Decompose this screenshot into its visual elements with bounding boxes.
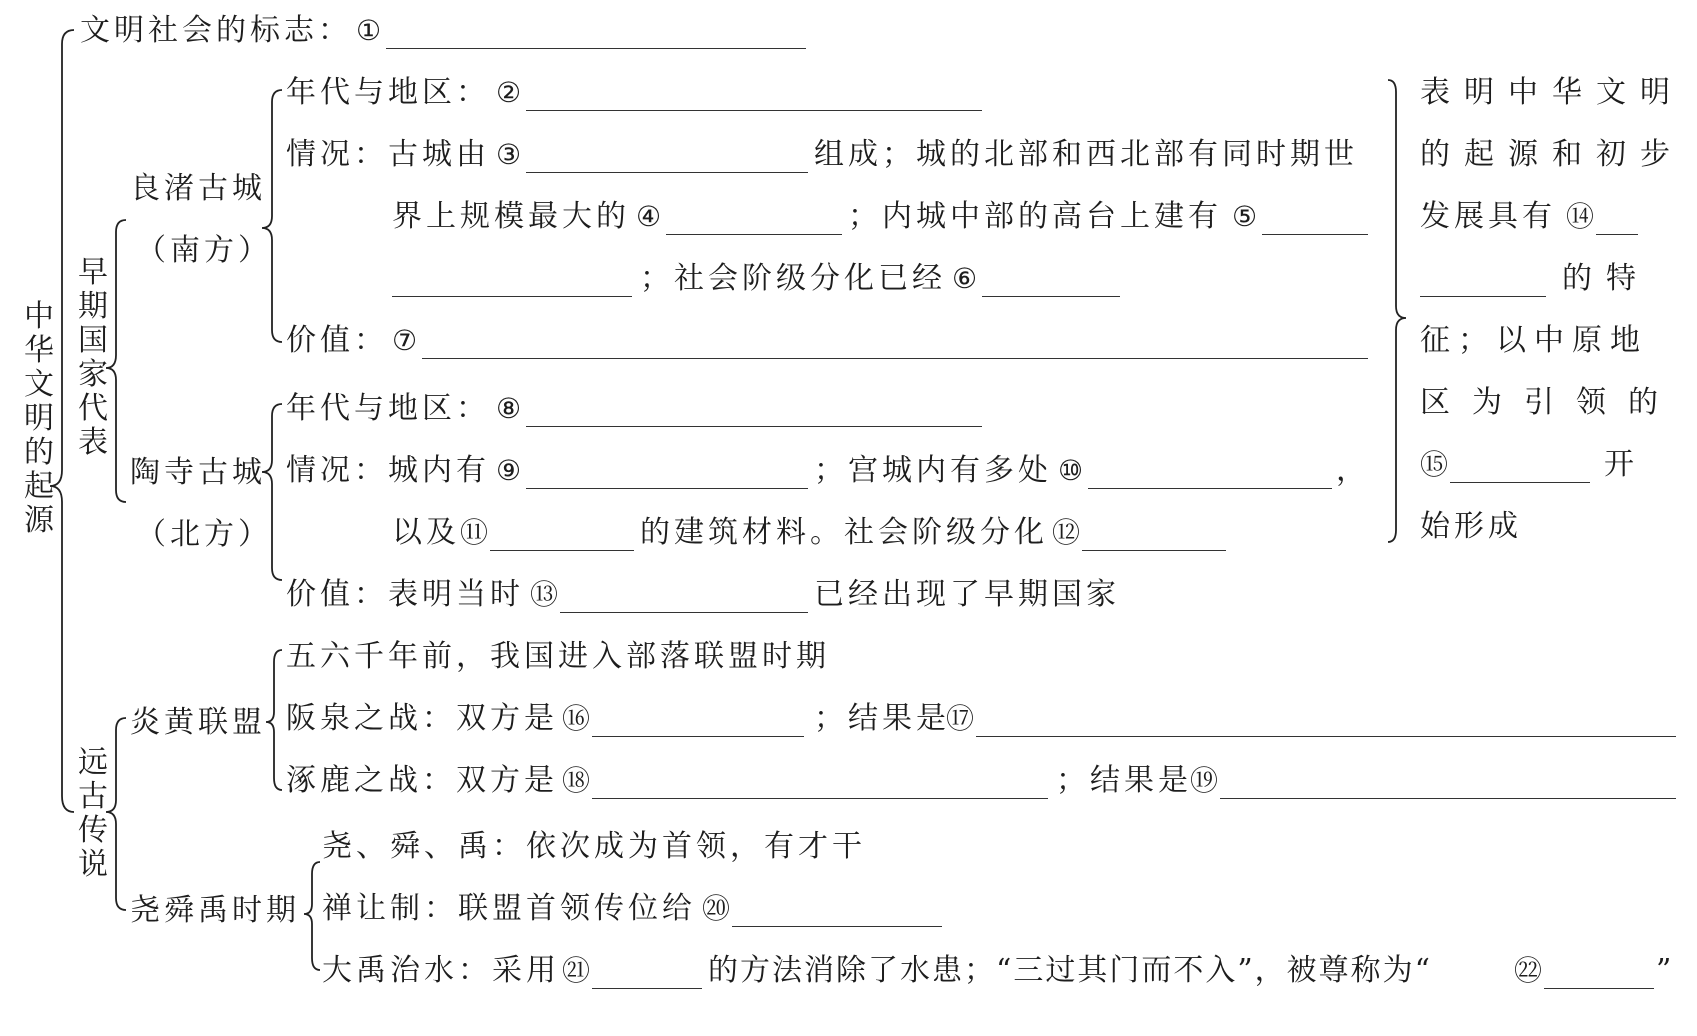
taosi-situation-e: 的建筑材料。社会阶级分化 (640, 515, 1048, 550)
answer-blank-12[interactable] (1082, 550, 1226, 551)
liangzhu-situation-d: ；内城中部的高台上建有 (848, 199, 1222, 234)
taosi-situation-a: 情况：城内有 (286, 453, 490, 488)
summary-line-6: 区为引领的 (1420, 385, 1680, 420)
yanhuang-brace (266, 650, 282, 790)
summary-line-3: 发展具有 (1420, 199, 1556, 234)
answer-blank-18[interactable] (592, 798, 1048, 799)
banquan-battle-a: 阪泉之战：双方是 (286, 701, 558, 736)
answer-blank-15[interactable] (1450, 482, 1590, 483)
banquan-battle-b: ；结果是 (814, 701, 950, 736)
taosi-value-a: 价值：表明当时 (286, 577, 524, 612)
liangzhu-region: （南方） (136, 233, 272, 268)
answer-blank-22[interactable] (1544, 988, 1654, 989)
taosi-region: （北方） (136, 517, 272, 552)
answer-blank-17[interactable] (976, 736, 1676, 737)
blank-number-12: ⑫ (1052, 516, 1081, 549)
liangzhu-era-label: 年代与地区： (286, 75, 490, 110)
liangzhu-situation-b: 组成；城的北部和西北部有同时期世 (814, 137, 1358, 172)
taosi-name: 陶寺古城 (130, 455, 266, 490)
answer-blank-1[interactable] (386, 48, 806, 49)
liangzhu-situation-a: 情况：古城由 (286, 137, 490, 172)
summary-line-1: 表明中华文明 (1420, 75, 1684, 110)
yaoshun-line-1: 尧、舜、禹：依次成为首领，有才干 (322, 829, 866, 864)
blank-number-15: ⑮ (1420, 448, 1449, 481)
liangzhu-name: 良渚古城 (130, 171, 266, 206)
answer-blank-20[interactable] (732, 926, 942, 927)
answer-blank-10[interactable] (1088, 488, 1332, 489)
blank-number-14: ⑭ (1566, 200, 1595, 233)
answer-blank-14-cont[interactable] (1420, 296, 1546, 297)
flood-control-a: 大禹治水：采用 (322, 953, 560, 988)
zhuolu-battle-a: 涿鹿之战：双方是 (286, 763, 558, 798)
answer-blank-11[interactable] (490, 550, 634, 551)
taosi-value-b: 已经出现了早期国家 (814, 577, 1120, 612)
early-state-label: 早期国家代表 (78, 255, 108, 460)
blank-number-8: ⑧ (496, 392, 522, 425)
answer-blank-14[interactable] (1596, 234, 1638, 235)
zhuolu-battle-b: ；结果是 (1056, 763, 1192, 798)
blank-number-17: ⑰ (946, 702, 975, 735)
answer-blank-21[interactable] (592, 988, 702, 989)
liangzhu-situation-c: 界上规模最大的 (392, 199, 630, 234)
blank-number-21: ㉑ (562, 954, 591, 987)
liangzhu-situation-e: ；社会阶级分化已经 (640, 261, 946, 296)
blank-number-22: ㉒ (1514, 954, 1543, 987)
flood-control-b: 的方法消除了水患；“三过其门而不入”，被尊称为“ (708, 953, 1433, 988)
taosi-situation-b: ；宫城内有多处 (814, 453, 1052, 488)
summary-line-2: 的起源和初步 (1420, 137, 1684, 172)
blank-number-11: ⑪ (460, 516, 489, 549)
flood-control-c: ” (1656, 953, 1676, 988)
liangzhu-brace (262, 90, 282, 342)
blank-number-20: ⑳ (702, 892, 731, 925)
summary-brace (1388, 80, 1406, 542)
blank-number-1: ① (356, 14, 382, 47)
root-title: 中华文明的起源 (24, 299, 54, 538)
legend-label: 远古传说 (78, 745, 108, 882)
blank-number-3: ③ (496, 138, 522, 171)
answer-blank-13[interactable] (560, 612, 808, 613)
abdication-line: 禅让制：联盟首领传位给 (322, 891, 696, 926)
answer-blank-5[interactable] (1262, 234, 1368, 235)
answer-blank-9[interactable] (526, 488, 808, 489)
answer-blank-16[interactable] (592, 736, 804, 737)
answer-blank-8[interactable] (526, 426, 982, 427)
answer-blank-6[interactable] (982, 296, 1120, 297)
blank-number-10: ⑩ (1058, 454, 1084, 487)
blank-number-16: ⑯ (562, 702, 591, 735)
blank-number-2: ② (496, 76, 522, 109)
summary-line-8: 始形成 (1420, 509, 1522, 544)
blank-number-18: ⑱ (562, 764, 591, 797)
summary-line-4: 的特 (1562, 261, 1650, 296)
yaoshun-name: 尧舜禹时期 (130, 893, 300, 928)
summary-line-7: 开 (1604, 447, 1638, 482)
summary-line-5: 征；以中原地 (1420, 323, 1648, 358)
answer-blank-4[interactable] (666, 234, 842, 235)
taosi-era-label: 年代与地区： (286, 391, 490, 426)
blank-number-6: ⑥ (952, 262, 978, 295)
answer-blank-7[interactable] (422, 358, 1368, 359)
blank-number-7: ⑦ (392, 324, 418, 357)
taosi-situation-d: 以及 (392, 515, 460, 550)
answer-blank-3[interactable] (526, 172, 808, 173)
blank-number-19: ⑲ (1190, 764, 1219, 797)
civilization-mark-label: 文明社会的标志： (80, 13, 352, 48)
taosi-situation-c: ， (1336, 453, 1370, 488)
blank-number-13: ⑬ (530, 578, 559, 611)
answer-blank-19[interactable] (1220, 798, 1676, 799)
yanhuang-name: 炎黄联盟 (130, 705, 266, 740)
blank-number-5: ⑤ (1232, 200, 1258, 233)
blank-number-4: ④ (636, 200, 662, 233)
yaoshun-brace (304, 862, 320, 970)
yanhuang-line-1: 五六千年前，我国进入部落联盟时期 (286, 639, 830, 674)
blank-number-9: ⑨ (496, 454, 522, 487)
answer-blank-5-cont[interactable] (392, 296, 632, 297)
answer-blank-2[interactable] (526, 110, 982, 111)
liangzhu-value-label: 价值： (286, 323, 388, 358)
